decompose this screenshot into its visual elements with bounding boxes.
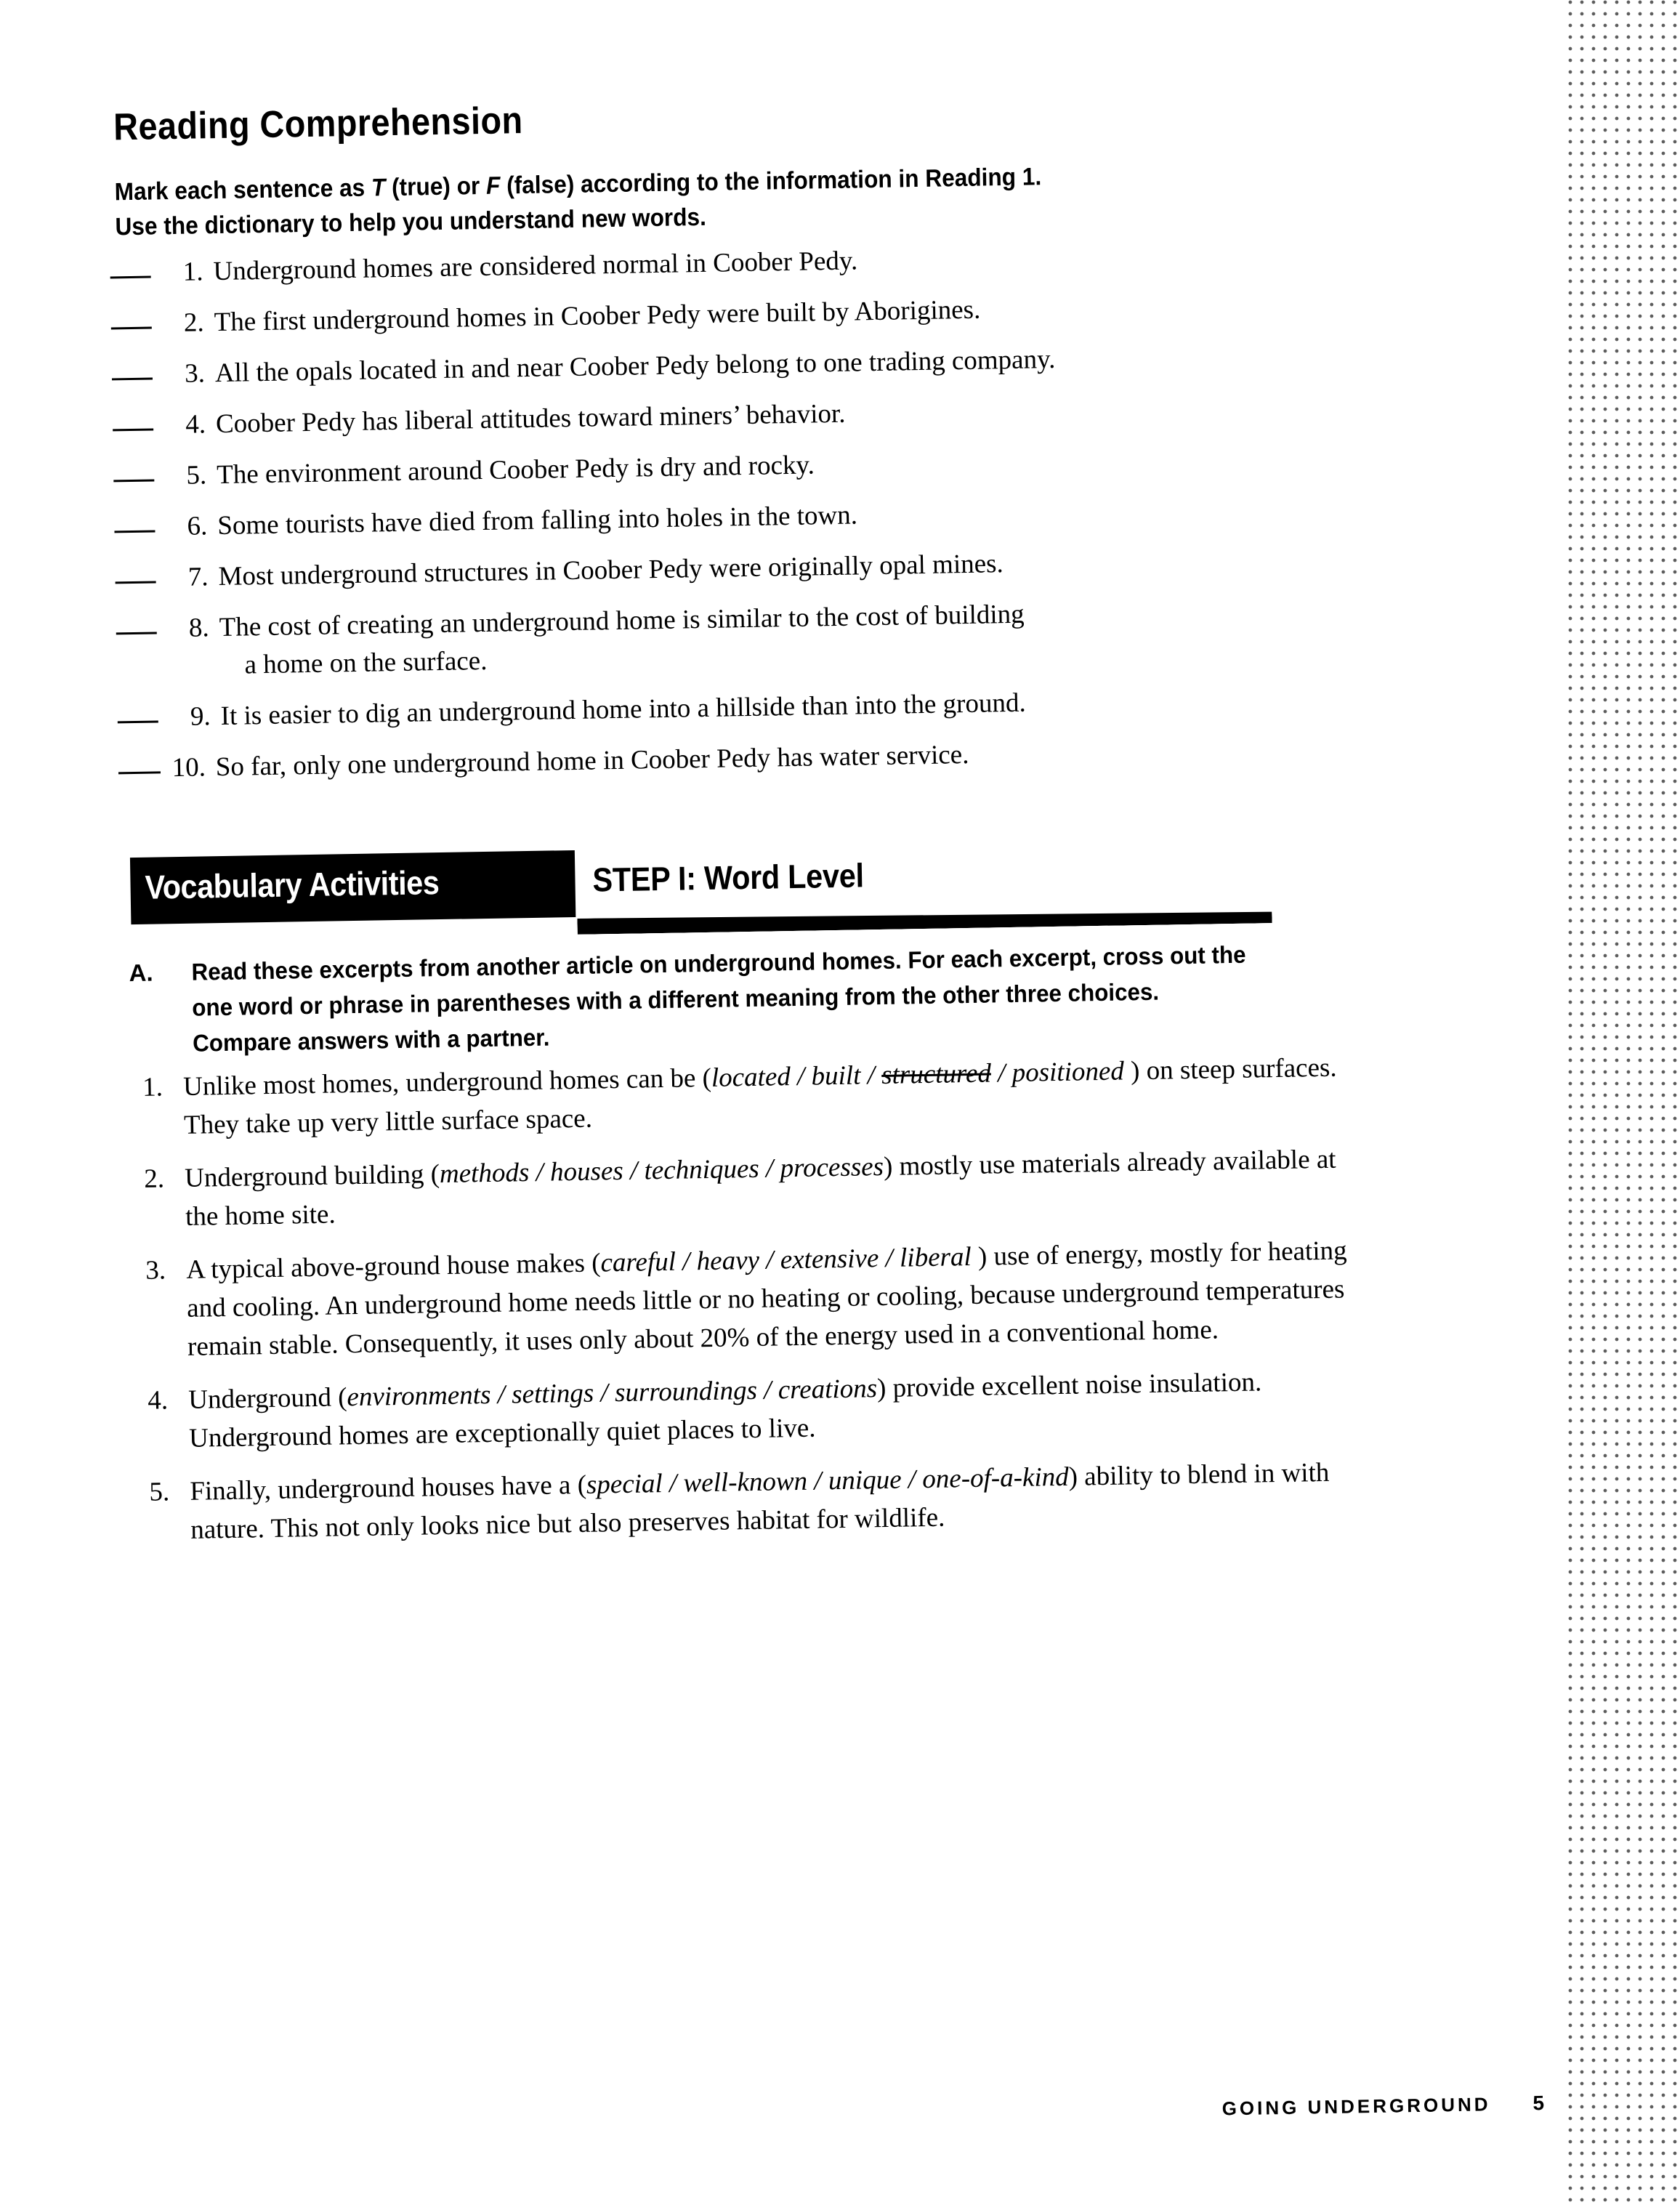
true-false-row <box>116 589 1395 686</box>
item-number: 8. <box>188 613 210 643</box>
item-text: The environment around Coober Pedy is dry and rocky. <box>216 450 815 491</box>
section-a <box>129 935 1307 1062</box>
item-text: Some tourists have died from falling into holes in the town. <box>217 500 858 541</box>
choice-option[interactable]: / positioned <box>990 1056 1125 1089</box>
vocabulary-banner-label: Vocabulary Activities <box>145 863 440 906</box>
vocabulary-item-text <box>185 1140 1352 1236</box>
true-false-row <box>115 539 1394 597</box>
choice-option[interactable]: methods / houses / techniques / processes <box>439 1151 884 1190</box>
item-text: So far, only one underground home in Coober Pedy has water service. <box>215 739 969 783</box>
instructions-line-2: Use the dictionary to help you understand new words. <box>115 203 707 241</box>
choice-option[interactable]: located / built / <box>711 1060 882 1093</box>
sentence-text: ) ability to blend in with nature. This not only looks nice but also preserves habitat for wildlife. <box>190 1457 1330 1545</box>
item-number: 2. <box>183 307 205 338</box>
true-false-row <box>113 386 1392 445</box>
answer-blank[interactable] <box>118 771 161 774</box>
item-text: Underground homes are considered normal in Coober Pedy. <box>213 246 858 287</box>
true-false-row <box>113 437 1393 496</box>
item-text: Coober Pedy has liberal attitudes toward miners’ behavior. <box>215 398 846 440</box>
vocabulary-item-number: 4. <box>147 1385 169 1416</box>
sentence-text: ) use of energy, mostly for heating and cooling. An underground home needs little or no heating or cooling, because underground temperatures remain stable. Consequently, it uses only about 20% of the energy used in a conventional home. <box>186 1235 1347 1362</box>
item-text: It is easier to dig an underground home into a hillside than into the ground. <box>220 687 1026 732</box>
item-number: 7. <box>187 562 209 592</box>
true-false-row <box>110 233 1389 292</box>
item-text: Most underground structures in Coober Pedy were originally opal mines. <box>218 549 1004 592</box>
answer-blank[interactable] <box>112 378 153 381</box>
vocabulary-item-text <box>183 1048 1350 1145</box>
choice-option[interactable]: careful / heavy / extensive / liberal <box>600 1241 972 1278</box>
true-false-list <box>110 233 1397 801</box>
vocabulary-item-number: 3. <box>145 1255 166 1286</box>
step-label: STEP I: Word Level <box>592 856 865 899</box>
instructions-part-3: (false) according to the information in Reading 1. <box>500 163 1042 200</box>
item-number: 9. <box>190 701 211 732</box>
vocabulary-banner <box>130 837 1272 943</box>
vocabulary-item-number: 2. <box>143 1164 165 1194</box>
vocabulary-exercise-list <box>142 1048 1357 1564</box>
sentence-text: A typical above-ground house makes ( <box>185 1248 601 1285</box>
banner-rule <box>577 907 1272 935</box>
item-text-continuation: a home on the surface. <box>244 645 488 680</box>
vocabulary-item-row <box>149 1453 1357 1550</box>
answer-blank[interactable] <box>118 720 158 723</box>
item-text: The first underground homes in Coober Pedy were built by Aborigines. <box>214 294 981 338</box>
reading-instructions <box>114 156 1264 244</box>
true-false-row <box>117 678 1397 737</box>
true-false-row <box>114 488 1394 547</box>
item-number: 10. <box>171 752 206 783</box>
answer-blank[interactable] <box>110 276 151 279</box>
sentence-text: ) provide excellent noise insulation. Underground homes are exceptionally quiet places to live. <box>188 1367 1262 1453</box>
item-text: The cost of creating an underground home is similar to the cost of building a home on the surface. <box>219 589 1396 685</box>
item-number: 5. <box>186 460 207 491</box>
item-text: All the opals located in and near Coober Pedy belong to one trading company. <box>214 344 1056 389</box>
item-number: 1. <box>182 257 203 287</box>
page-title: Reading Comprehension <box>113 99 523 149</box>
answer-blank[interactable] <box>116 632 157 634</box>
instructions-part-1: Mark each sentence as <box>114 174 372 206</box>
sentence-text: Finally, underground houses have a ( <box>190 1469 587 1507</box>
true-false-row <box>118 729 1397 788</box>
vocabulary-item-text <box>190 1453 1357 1549</box>
answer-blank[interactable] <box>113 428 153 431</box>
sentence-text: ) on steep surfaces. They take up very little surface space. <box>183 1052 1337 1140</box>
sentence-text: Unlike most homes, underground homes can be ( <box>182 1062 712 1102</box>
choice-option[interactable]: special / well-known / unique / one-of-a-kind <box>586 1461 1070 1500</box>
vocabulary-item-text <box>186 1231 1353 1366</box>
true-false-row <box>110 284 1390 343</box>
sentence-text: ) mostly use materials already available at the home site. <box>185 1144 1336 1232</box>
vocabulary-item-row <box>144 1140 1352 1237</box>
answer-blank[interactable] <box>111 327 152 330</box>
vocabulary-item-row <box>145 1231 1353 1367</box>
vocabulary-item-row <box>148 1361 1355 1459</box>
vocabulary-item-row <box>142 1048 1350 1145</box>
sentence-text: Underground ( <box>187 1382 347 1415</box>
item-number: 4. <box>185 409 206 440</box>
footer-title: GOING UNDERGROUND <box>1221 2093 1491 2120</box>
section-a-instructions: Read these excerpts from another article on underground homes. For each excerpt, cross out the one word or phrase in parentheses with a different meaning from the other three choices. Compare answers with a partner. <box>191 940 1246 1057</box>
instructions-part-2: (true) or <box>384 172 487 202</box>
vocabulary-item-number: 5. <box>149 1477 170 1507</box>
answer-blank[interactable] <box>114 530 155 533</box>
page-footer <box>1221 2092 1544 2120</box>
vocabulary-item-text <box>188 1361 1355 1458</box>
section-a-letter: A. <box>129 959 153 987</box>
false-marker: F <box>485 172 501 200</box>
sentence-text: Underground building ( <box>184 1159 440 1193</box>
item-number: 3. <box>184 358 206 389</box>
footer-page-number: 5 <box>1532 2092 1545 2115</box>
item-number: 6. <box>187 511 208 541</box>
vocabulary-item-number: 1. <box>142 1072 163 1102</box>
crossed-out-choice[interactable]: structured <box>881 1058 992 1091</box>
answer-blank[interactable] <box>113 479 154 482</box>
true-marker: T <box>371 174 386 202</box>
answer-blank[interactable] <box>116 581 156 584</box>
true-false-row <box>111 335 1391 394</box>
choice-option[interactable]: environments / settings / surroundings / creations <box>347 1374 878 1413</box>
